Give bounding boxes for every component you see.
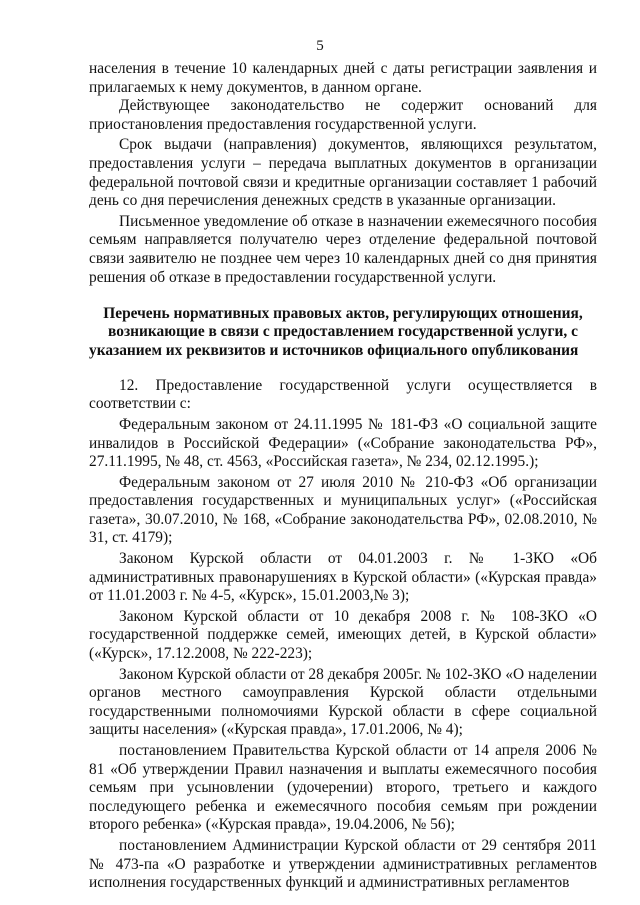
paragraph-federal-law-210: Федеральным законом от 27 июля 2010 № 210-ФЗ «Об организации предоставления государственных и муниципальных услуг» («Российская газета», 30.07.2010, № 168, «Собрание законодательства РФ», 02.08.2010, № 31, ст. 4179); — [89, 473, 597, 547]
paragraph-continuation: населения в течение 10 календарных дней с даты регистрации заявления и прилагаемых к нему документов, в данном органе. — [89, 60, 597, 96]
page-number: 5 — [316, 38, 324, 54]
paragraph-item-12: 12. Предоставление государственной услуги осуществляется в соответствии с: — [89, 376, 597, 413]
paragraph-refusal-notice: Письменное уведомление об отказе в назначении ежемесячного пособия семьям направляется получателю через отделение федеральной почтовой связи заявителю не позднее чем через 10 календарных дней со дня принятия решения об отказе в предоставлении государственной услуги. — [89, 212, 597, 286]
document-body — [89, 60, 597, 893]
paragraph-kursk-law-108: Законом Курской области от 10 декабря 2008 г. № 108-ЗКО «О государственной поддержке семей, имеющих детей, в Курской области» («Курск», 17.12.2008, № 222-223); — [89, 607, 597, 663]
paragraph-issuance-term: Срок выдачи (направления) документов, являющихся результатом, предоставления услуги – передача выплатных документов в организации федеральной почтовой связи и кредитные организации составляет 1 рабочий день со дня перечисления денежных средств в указанные организации. — [89, 136, 597, 210]
paragraph-suspension-grounds: Действующее законодательство не содержит оснований для приостановления предоставления государственной услуги. — [89, 97, 597, 133]
paragraph-resolution-81: постановлением Правительства Курской области от 14 апреля 2006 № 81 «Об утверждении Правил назначения и выплаты ежемесячного пособия семьям при усыновлении (удочерении) второго, третьего и каждого последующего ребенка и ежемесячного пособия семьям при рождении второго ребенка» («Курская правда», 19.04.2006, № 56); — [89, 742, 597, 834]
section-heading: Перечень нормативных правовых актов, регулирующих отношения, возникающие в связи с предоставлением государственной услуги, с указанием их реквизитов и источников официального опубликования — [89, 305, 583, 359]
paragraph-federal-law-181: Федеральным законом от 24.11.1995 № 181-ФЗ «О социальной защите инвалидов в Российской Федерации» («Собрание законодательства РФ», 27.11.1995, № 48, ст. 4563, «Российская газета», № 234, 02.12.1995.); — [89, 415, 597, 471]
paragraph-resolution-473: постановлением Администрации Курской области от 29 сентября 2011 № 473-па «О разработке и утверждении административных регламентов исполнения государственных функций и административных регламентов — [89, 836, 597, 892]
paragraph-kursk-law-1: Законом Курской области от 04.01.2003 г. № 1-ЗКО «Об административных правонарушениях в Курской области» («Курская правда» от 11.01.2003 г. № 4-5, «Курск», 15.01.2003,№ 3); — [89, 550, 597, 605]
paragraph-kursk-law-102: Законом Курской области от 28 декабря 2005г. № 102-ЗКО «О наделении органов местного самоуправления Курской области отдельными государственными полномочиями Курской области в сфере социальной защиты населения» («Курская правда», 17.01.2006, № 4); — [89, 665, 597, 739]
